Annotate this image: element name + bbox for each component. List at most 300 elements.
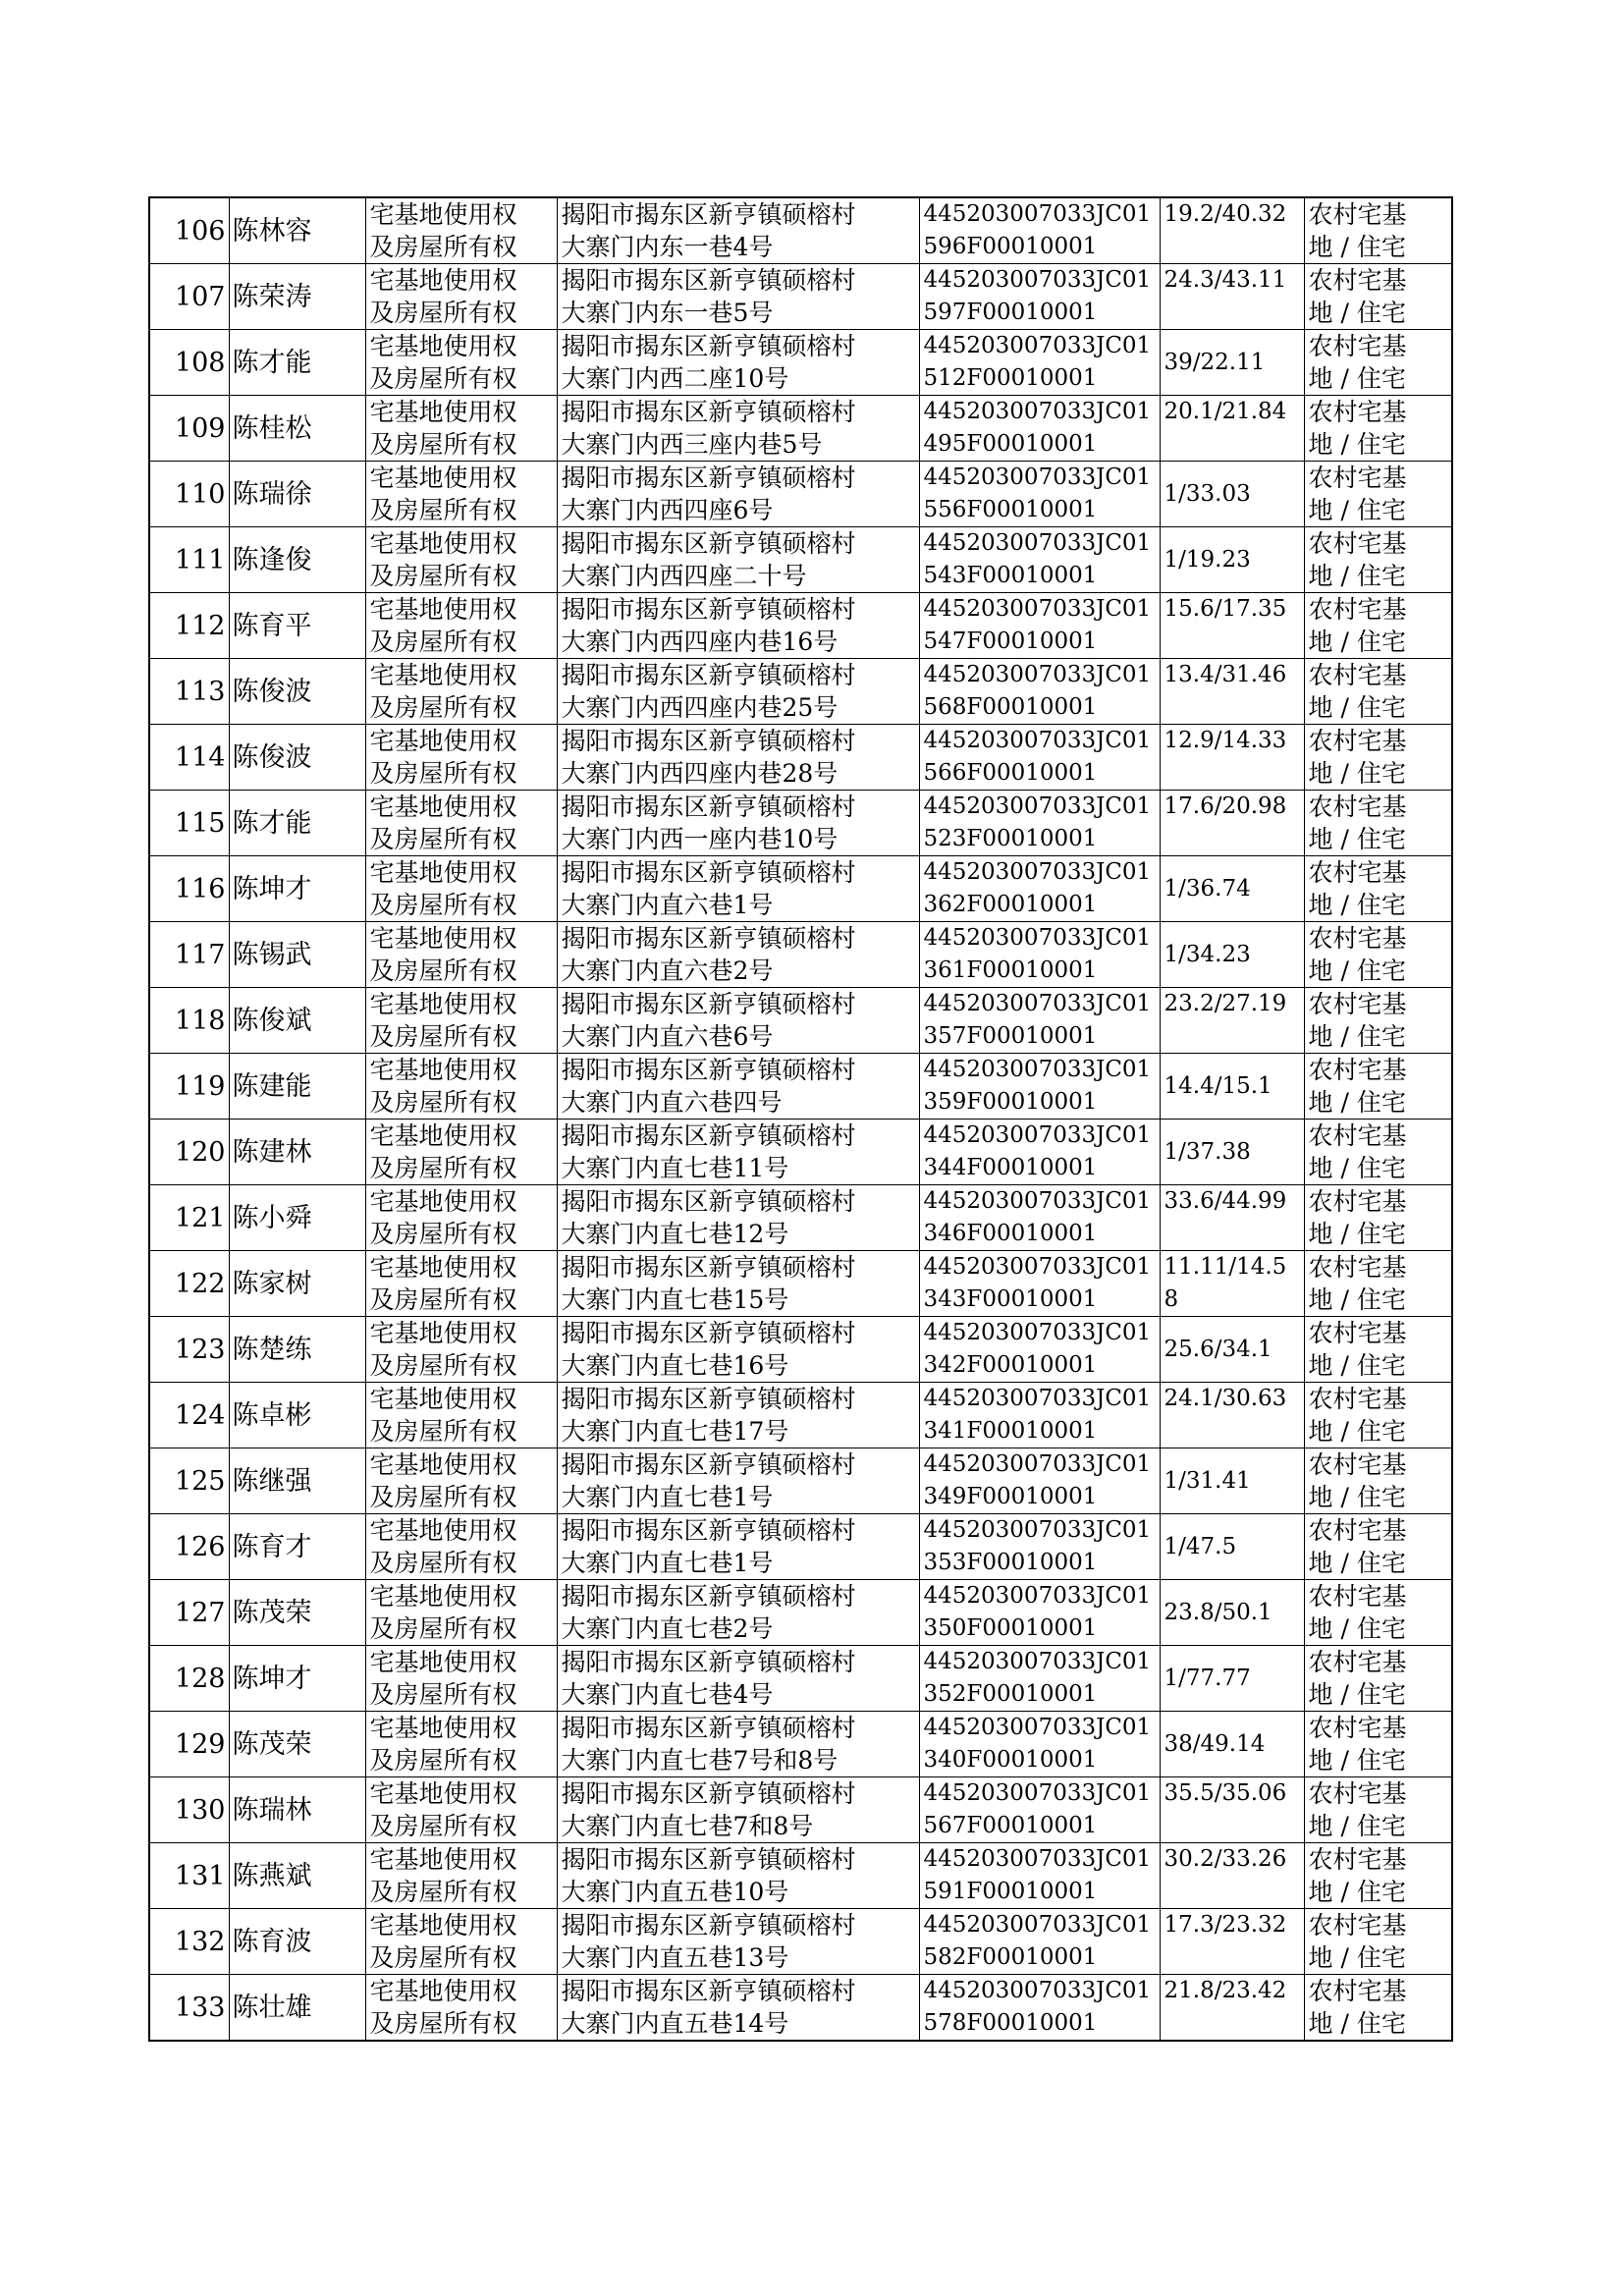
owner-name <box>229 1712 365 1777</box>
owner-name <box>229 1777 365 1843</box>
row-number <box>149 1317 229 1383</box>
land-use <box>1304 1514 1452 1580</box>
type-line1: 宅基地使用权 <box>369 1319 517 1347</box>
type-line1: 宅基地使用权 <box>369 1056 517 1084</box>
type-line2: 及房屋所有权 <box>369 1417 517 1446</box>
table-row <box>149 659 1452 725</box>
table-row <box>149 1843 1452 1909</box>
table-row <box>149 1185 1452 1251</box>
name: 陈壮雄 <box>232 1992 312 2023</box>
name: 陈继强 <box>232 1465 312 1497</box>
type-line2: 及房屋所有权 <box>369 1614 517 1643</box>
right-type <box>365 1514 557 1580</box>
land-use <box>1304 791 1452 856</box>
row-number <box>149 197 229 264</box>
code-line1: 445203007033JC01 <box>923 1649 1152 1674</box>
type-line2: 及房屋所有权 <box>369 1878 517 1906</box>
owner-name <box>229 396 365 462</box>
area-value <box>1160 1646 1304 1712</box>
type-line1: 宅基地使用权 <box>369 200 517 229</box>
property-address <box>557 462 919 527</box>
owner-name <box>229 1317 365 1383</box>
table-row <box>149 1975 1452 2042</box>
code-line1: 445203007033JC01 <box>923 1912 1152 1938</box>
use-line2: 地 / 住宅 <box>1308 562 1406 590</box>
no: 113 <box>174 676 226 707</box>
area: 24.3/43.11 <box>1164 267 1287 293</box>
use-line2: 地 / 住宅 <box>1308 1351 1406 1380</box>
area: 35.5/35.06 <box>1164 1780 1287 1806</box>
addr-line2: 大寨门内直七巷1号 <box>561 1549 774 1577</box>
row-number <box>149 593 229 659</box>
addr-line1: 揭阳市揭东区新亨镇硕榕村 <box>561 464 856 492</box>
right-type <box>365 264 557 330</box>
code-line2: 353F00010001 <box>923 1550 1098 1575</box>
code-line1: 445203007033JC01 <box>923 1386 1152 1411</box>
addr-line2: 大寨门内西四座内巷28号 <box>561 759 839 788</box>
addr-line1: 揭阳市揭东区新亨镇硕榕村 <box>561 1845 856 1874</box>
addr-line1: 揭阳市揭东区新亨镇硕榕村 <box>561 398 856 426</box>
use-line1: 农村宅基 <box>1308 858 1407 887</box>
property-address <box>557 1317 919 1383</box>
owner-name <box>229 264 365 330</box>
code-line2: 357F00010001 <box>923 1023 1098 1049</box>
type-line1: 宅基地使用权 <box>369 661 517 689</box>
addr-line1: 揭阳市揭东区新亨镇硕榕村 <box>561 266 856 295</box>
table-row <box>149 1646 1452 1712</box>
right-type <box>365 1712 557 1777</box>
area: 1/31.41 <box>1164 1467 1251 1494</box>
property-address <box>557 922 919 988</box>
use-line1: 农村宅基 <box>1308 1056 1407 1084</box>
type-line2: 及房屋所有权 <box>369 364 517 393</box>
use-line1: 农村宅基 <box>1308 1911 1407 1940</box>
addr-line1: 揭阳市揭东区新亨镇硕榕村 <box>561 990 856 1018</box>
owner-name <box>229 988 365 1054</box>
addr-line1: 揭阳市揭东区新亨镇硕榕村 <box>561 595 856 624</box>
code-line2: 359F00010001 <box>923 1089 1098 1115</box>
type-line2: 及房屋所有权 <box>369 1285 517 1314</box>
land-use <box>1304 396 1452 462</box>
area-value <box>1160 462 1304 527</box>
addr-line2: 大寨门内直五巷14号 <box>561 2009 789 2038</box>
name: 陈俊波 <box>232 741 312 773</box>
type-line1: 宅基地使用权 <box>369 1516 517 1545</box>
property-address <box>557 1777 919 1843</box>
addr-line1: 揭阳市揭东区新亨镇硕榕村 <box>561 1779 856 1808</box>
area-value <box>1160 1777 1304 1843</box>
area-value <box>1160 396 1304 462</box>
property-address <box>557 1514 919 1580</box>
owner-name <box>229 856 365 922</box>
right-type <box>365 856 557 922</box>
unit-code <box>919 1120 1160 1185</box>
use-line2: 地 / 住宅 <box>1308 1220 1406 1248</box>
addr-line2: 大寨门内西四座二十号 <box>561 562 807 590</box>
unit-code <box>919 197 1160 264</box>
addr-line2: 大寨门内西四座内巷25号 <box>561 693 839 722</box>
land-use <box>1304 1448 1452 1514</box>
table-row <box>149 593 1452 659</box>
type-line2: 及房屋所有权 <box>369 1154 517 1182</box>
name: 陈楚练 <box>232 1334 312 1365</box>
right-type <box>365 791 557 856</box>
type-line1: 宅基地使用权 <box>369 1714 517 1742</box>
use-line1: 农村宅基 <box>1308 266 1407 295</box>
use-line1: 农村宅基 <box>1308 464 1407 492</box>
type-line1: 宅基地使用权 <box>369 1582 517 1611</box>
code-line1: 445203007033JC01 <box>923 201 1152 227</box>
owner-name <box>229 1054 365 1120</box>
type-line2: 及房屋所有权 <box>369 562 517 590</box>
code-line2: 591F00010001 <box>923 1879 1098 1904</box>
land-use <box>1304 922 1452 988</box>
code-line1: 445203007033JC01 <box>923 267 1152 293</box>
land-use <box>1304 527 1452 593</box>
owner-name <box>229 1514 365 1580</box>
property-address <box>557 1975 919 2042</box>
area-value <box>1160 1185 1304 1251</box>
name: 陈林容 <box>232 215 312 246</box>
area: 23.2/27.19 <box>1164 991 1287 1016</box>
type-line2: 及房屋所有权 <box>369 1746 517 1775</box>
right-type <box>365 527 557 593</box>
row-number <box>149 988 229 1054</box>
addr-line1: 揭阳市揭东区新亨镇硕榕村 <box>561 1648 856 1676</box>
use-line1: 农村宅基 <box>1308 1319 1407 1347</box>
type-line1: 宅基地使用权 <box>369 332 517 360</box>
code-line2: 344F00010001 <box>923 1155 1098 1180</box>
right-type <box>365 1777 557 1843</box>
owner-name <box>229 1843 365 1909</box>
row-number <box>149 264 229 330</box>
table-row <box>149 197 1452 264</box>
no: 120 <box>174 1136 226 1168</box>
table-row <box>149 396 1452 462</box>
use-line1: 农村宅基 <box>1308 398 1407 426</box>
unit-code <box>919 922 1160 988</box>
owner-name <box>229 1185 365 1251</box>
name: 陈坤才 <box>232 1663 312 1694</box>
addr-line2: 大寨门内直六巷6号 <box>561 1022 774 1051</box>
land-use <box>1304 659 1452 725</box>
use-line1: 农村宅基 <box>1308 1845 1407 1874</box>
addr-line2: 大寨门内直七巷12号 <box>561 1220 789 1248</box>
use-line1: 农村宅基 <box>1308 200 1407 229</box>
row-number <box>149 462 229 527</box>
right-type <box>365 593 557 659</box>
right-type <box>365 1383 557 1448</box>
code-line1: 445203007033JC01 <box>923 1320 1152 1345</box>
name: 陈俊波 <box>232 676 312 707</box>
unit-code <box>919 1383 1160 1448</box>
area: 39/22.11 <box>1164 349 1266 375</box>
addr-line1: 揭阳市揭东区新亨镇硕榕村 <box>561 1385 856 1413</box>
addr-line1: 揭阳市揭东区新亨镇硕榕村 <box>561 792 856 821</box>
row-number <box>149 791 229 856</box>
use-line1: 农村宅基 <box>1308 1582 1407 1611</box>
code-line1: 445203007033JC01 <box>923 991 1152 1016</box>
unit-code <box>919 1712 1160 1777</box>
area-value <box>1160 1120 1304 1185</box>
name: 陈桂松 <box>232 412 312 444</box>
area-value <box>1160 264 1304 330</box>
code-line1: 445203007033JC01 <box>923 1846 1152 1872</box>
no: 132 <box>174 1926 226 1957</box>
property-address <box>557 593 919 659</box>
land-use <box>1304 1251 1452 1317</box>
use-line1: 农村宅基 <box>1308 727 1407 755</box>
type-line2: 及房屋所有权 <box>369 430 517 459</box>
unit-code <box>919 1185 1160 1251</box>
use-line1: 农村宅基 <box>1308 529 1407 558</box>
area-value <box>1160 1317 1304 1383</box>
right-type <box>365 1975 557 2042</box>
addr-line1: 揭阳市揭东区新亨镇硕榕村 <box>561 924 856 953</box>
no: 116 <box>174 873 226 904</box>
area: 20.1/21.84 <box>1164 399 1287 424</box>
use-line1: 农村宅基 <box>1308 595 1407 624</box>
property-address <box>557 330 919 396</box>
right-type <box>365 1120 557 1185</box>
type-line2: 及房屋所有权 <box>369 1088 517 1117</box>
code-line1: 445203007033JC01 <box>923 1188 1152 1214</box>
land-use <box>1304 1712 1452 1777</box>
name: 陈瑞徐 <box>232 478 312 510</box>
use-line2: 地 / 住宅 <box>1308 825 1406 853</box>
type-line2: 及房屋所有权 <box>369 628 517 656</box>
row-number <box>149 922 229 988</box>
right-type <box>365 1843 557 1909</box>
type-line2: 及房屋所有权 <box>369 1812 517 1840</box>
addr-line2: 大寨门内直六巷1号 <box>561 891 774 919</box>
right-type <box>365 1909 557 1975</box>
table-row <box>149 988 1452 1054</box>
addr-line1: 揭阳市揭东区新亨镇硕榕村 <box>561 1056 856 1084</box>
use-line2: 地 / 住宅 <box>1308 1614 1406 1643</box>
right-type <box>365 1054 557 1120</box>
table-row <box>149 1514 1452 1580</box>
name: 陈卓彬 <box>232 1399 312 1431</box>
no: 109 <box>174 412 226 444</box>
property-address <box>557 1120 919 1185</box>
code-line2: 523F00010001 <box>923 826 1098 851</box>
code-line1: 445203007033JC01 <box>923 399 1152 424</box>
no: 110 <box>174 478 226 510</box>
land-use <box>1304 856 1452 922</box>
land-use <box>1304 1975 1452 2042</box>
row-number <box>149 1646 229 1712</box>
no: 125 <box>174 1465 226 1497</box>
type-line1: 宅基地使用权 <box>369 990 517 1018</box>
addr-line2: 大寨门内西一座内巷10号 <box>561 825 839 853</box>
area: 1/77.77 <box>1164 1665 1251 1691</box>
right-type <box>365 330 557 396</box>
addr-line1: 揭阳市揭东区新亨镇硕榕村 <box>561 1714 856 1742</box>
type-line1: 宅基地使用权 <box>369 464 517 492</box>
area: 17.3/23.32 <box>1164 1912 1287 1938</box>
no: 131 <box>174 1860 226 1891</box>
property-address <box>557 1909 919 1975</box>
type-line2: 及房屋所有权 <box>369 1483 517 1511</box>
right-type <box>365 1317 557 1383</box>
addr-line1: 揭阳市揭东区新亨镇硕榕村 <box>561 1319 856 1347</box>
unit-code <box>919 264 1160 330</box>
unit-code <box>919 1317 1160 1383</box>
code-line2: 361F00010001 <box>923 957 1098 983</box>
code-line2: 512F00010001 <box>923 365 1098 391</box>
area-value <box>1160 593 1304 659</box>
type-line1: 宅基地使用权 <box>369 1450 517 1479</box>
addr-line1: 揭阳市揭东区新亨镇硕榕村 <box>561 661 856 689</box>
unit-code <box>919 1843 1160 1909</box>
area: 33.6/44.99 <box>1164 1188 1287 1214</box>
owner-name <box>229 462 365 527</box>
use-line2: 地 / 住宅 <box>1308 430 1406 459</box>
area: 24.1/30.63 <box>1164 1386 1287 1411</box>
owner-name <box>229 1383 365 1448</box>
area-value <box>1160 791 1304 856</box>
code-line1: 445203007033JC01 <box>923 1780 1152 1806</box>
right-type <box>365 1251 557 1317</box>
owner-name <box>229 1975 365 2042</box>
area: 1/34.23 <box>1164 941 1251 967</box>
use-line2: 地 / 住宅 <box>1308 1812 1406 1840</box>
type-line1: 宅基地使用权 <box>369 792 517 821</box>
type-line1: 宅基地使用权 <box>369 398 517 426</box>
type-line2: 及房屋所有权 <box>369 693 517 722</box>
type-line1: 宅基地使用权 <box>369 924 517 953</box>
area: 1/33.03 <box>1164 480 1251 507</box>
type-line1: 宅基地使用权 <box>369 858 517 887</box>
no: 115 <box>174 807 226 839</box>
type-line2: 及房屋所有权 <box>369 233 517 261</box>
type-line1: 宅基地使用权 <box>369 1253 517 1282</box>
use-line1: 农村宅基 <box>1308 924 1407 953</box>
code-line2: 556F00010001 <box>923 497 1098 522</box>
no: 130 <box>174 1794 226 1826</box>
use-line1: 农村宅基 <box>1308 990 1407 1018</box>
unit-code <box>919 1448 1160 1514</box>
property-address <box>557 659 919 725</box>
type-line1: 宅基地使用权 <box>369 1845 517 1874</box>
property-address <box>557 791 919 856</box>
area: 25.6/34.1 <box>1164 1336 1272 1362</box>
property-address <box>557 396 919 462</box>
area: 30.2/33.26 <box>1164 1846 1287 1872</box>
unit-code <box>919 1580 1160 1646</box>
no: 114 <box>174 741 226 773</box>
unit-code <box>919 593 1160 659</box>
name: 陈建林 <box>232 1136 312 1168</box>
row-number <box>149 527 229 593</box>
type-line2: 及房屋所有权 <box>369 1549 517 1577</box>
no: 128 <box>174 1663 226 1694</box>
property-address <box>557 988 919 1054</box>
row-number <box>149 1514 229 1580</box>
land-use <box>1304 1843 1452 1909</box>
addr-line1: 揭阳市揭东区新亨镇硕榕村 <box>561 1450 856 1479</box>
table-row <box>149 1251 1452 1317</box>
property-address <box>557 1185 919 1251</box>
addr-line2: 大寨门内西三座内巷5号 <box>561 430 823 459</box>
land-use <box>1304 1054 1452 1120</box>
property-address <box>557 1448 919 1514</box>
right-type <box>365 659 557 725</box>
table-row <box>149 1054 1452 1120</box>
area: 38/49.14 <box>1164 1730 1266 1757</box>
code-line2: 362F00010001 <box>923 892 1098 917</box>
type-line2: 及房屋所有权 <box>369 1680 517 1709</box>
addr-line2: 大寨门内直六巷四号 <box>561 1088 783 1117</box>
unit-code <box>919 462 1160 527</box>
type-line1: 宅基地使用权 <box>369 595 517 624</box>
owner-name <box>229 1646 365 1712</box>
row-number <box>149 1843 229 1909</box>
addr-line2: 大寨门内直五巷10号 <box>561 1878 789 1906</box>
addr-line2: 大寨门内直七巷17号 <box>561 1417 789 1446</box>
registration-table <box>148 196 1453 2042</box>
name: 陈才能 <box>232 347 312 378</box>
type-line1: 宅基地使用权 <box>369 1648 517 1676</box>
type-line1: 宅基地使用权 <box>369 1121 517 1150</box>
area: 11.11/14.58 <box>1164 1254 1287 1312</box>
use-line1: 农村宅基 <box>1308 1648 1407 1676</box>
use-line2: 地 / 住宅 <box>1308 1154 1406 1182</box>
type-line2: 及房屋所有权 <box>369 1351 517 1380</box>
type-line2: 及房屋所有权 <box>369 956 517 985</box>
owner-name <box>229 1251 365 1317</box>
row-number <box>149 330 229 396</box>
area: 13.4/31.46 <box>1164 662 1287 687</box>
code-line2: 567F00010001 <box>923 1813 1098 1838</box>
no: 124 <box>174 1399 226 1431</box>
table-row <box>149 791 1452 856</box>
name: 陈茂荣 <box>232 1597 312 1628</box>
addr-line1: 揭阳市揭东区新亨镇硕榕村 <box>561 1187 856 1216</box>
use-line1: 农村宅基 <box>1308 792 1407 821</box>
code-line2: 547F00010001 <box>923 628 1098 654</box>
unit-code <box>919 1909 1160 1975</box>
area-value <box>1160 1514 1304 1580</box>
code-line2: 566F00010001 <box>923 760 1098 786</box>
area-value <box>1160 659 1304 725</box>
addr-line2: 大寨门内直七巷1号 <box>561 1483 774 1511</box>
type-line1: 宅基地使用权 <box>369 727 517 755</box>
table-row <box>149 725 1452 791</box>
area-value <box>1160 1448 1304 1514</box>
table-row <box>149 462 1452 527</box>
use-line2: 地 / 住宅 <box>1308 1680 1406 1709</box>
name: 陈瑞林 <box>232 1794 312 1826</box>
type-line2: 及房屋所有权 <box>369 891 517 919</box>
addr-line2: 大寨门内直六巷2号 <box>561 956 774 985</box>
code-line1: 445203007033JC01 <box>923 1122 1152 1148</box>
land-use <box>1304 1777 1452 1843</box>
area-value <box>1160 1251 1304 1317</box>
type-line2: 及房屋所有权 <box>369 496 517 524</box>
right-type <box>365 396 557 462</box>
name: 陈家树 <box>232 1268 312 1299</box>
property-address <box>557 1712 919 1777</box>
area: 1/19.23 <box>1164 546 1251 573</box>
use-line2: 地 / 住宅 <box>1308 299 1406 327</box>
row-number <box>149 1383 229 1448</box>
code-line2: 543F00010001 <box>923 563 1098 588</box>
addr-line1: 揭阳市揭东区新亨镇硕榕村 <box>561 727 856 755</box>
unit-code <box>919 1514 1160 1580</box>
name: 陈才能 <box>232 807 312 839</box>
